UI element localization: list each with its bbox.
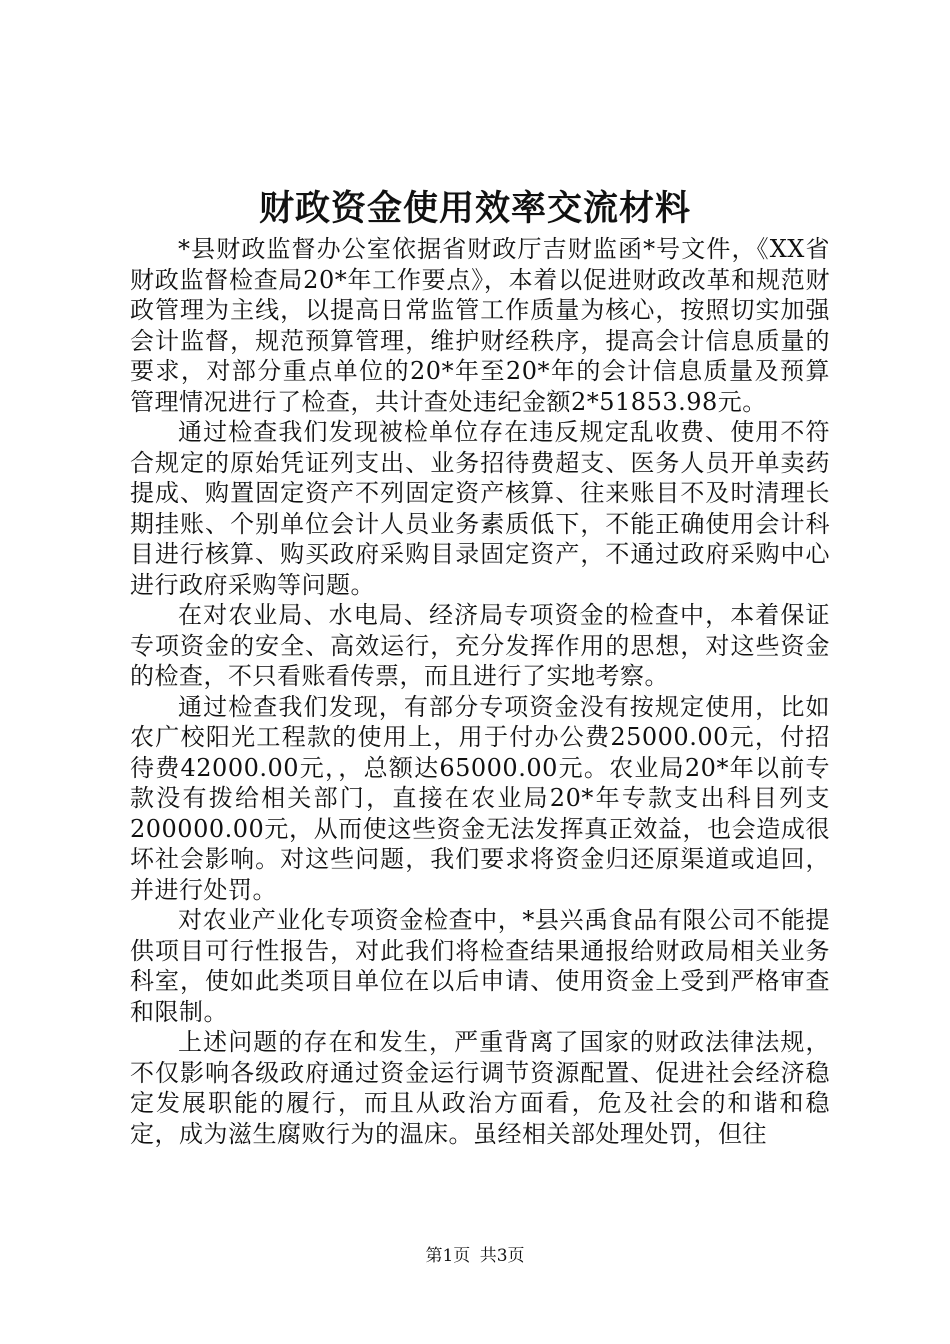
page-number: 第1页 (425, 1246, 471, 1266)
paragraph-6: 上述问题的存在和发生，严重背离了国家的财政法律法规，不仅影响各级政府通过资金运行调节资源配置、促进社会经济稳定发展职能的履行，而且从政治方面看，危及社会的和谐和稳定，成为滋生腐败行为的温床。虽经相关部处理处罚，但往 (130, 1028, 830, 1148)
document-title: 财政资金使用效率交流材料 (258, 188, 691, 229)
paragraph-2: 通过检查我们发现被检单位存在违反规定乱收费、使用不符合规定的原始凭证列支出、业务招待费超支、医务人员开单卖药提成、购置固定资产不列固定资产核算、往来账目不及时清理长期挂账、个别单位会计人员业务素质低下，不能正确使用会计科目进行核算、购买政府采购目录固定资产，不通过政府采购中心进行政府采购等问题。 (130, 418, 830, 599)
paragraph-1: *县财政监督办公室依据省财政厅吉财监函*号文件，《XX省财政监督检查局20*年工作要点》，本着以促进财政改革和规范财政管理为主线，以提高日常监管工作质量为核心，按照切实加强会计监督，规范预算管理，维护财经秩序，提高会计信息质量的要求，对部分重点单位的20*年至20*年的会计信息质量及预算管理情况进行了检查，共计查处违纪金额2*51853.98元。 (130, 235, 830, 416)
paragraph-4: 通过检查我们发现，有部分专项资金没有按规定使用，比如农广校阳光工程款的使用上，用于付办公费25000.00元，付招待费42000.00元，，总额达65000.00元。农业局20*年以前专款没有拨给相关部门，直接在农业局20*年专款支出科目列支200000.00元，从而使这些资金无法发挥真正效益，也会造成很坏社会影响。对这些问题，我们要求将资金归还原渠道或追回，并进行处罚。 (130, 692, 830, 904)
page-footer (0, 1244, 950, 1268)
paragraph-5: 对农业产业化专项资金检查中，*县兴禹食品有限公司不能提供项目可行性报告，对此我们将检查结果通报给财政局相关业务科室，使如此类项目单位在以后申请、使用资金上受到严格审查和限制。 (130, 906, 830, 1026)
page-total: 共3页 (479, 1246, 525, 1266)
paragraph-3: 在对农业局、水电局、经济局专项资金的检查中，本着保证专项资金的安全、高效运行，充分发挥作用的思想，对这些资金的检查，不只看账看传票，而且进行了实地考察。 (130, 601, 830, 690)
document-body (130, 234, 830, 1149)
